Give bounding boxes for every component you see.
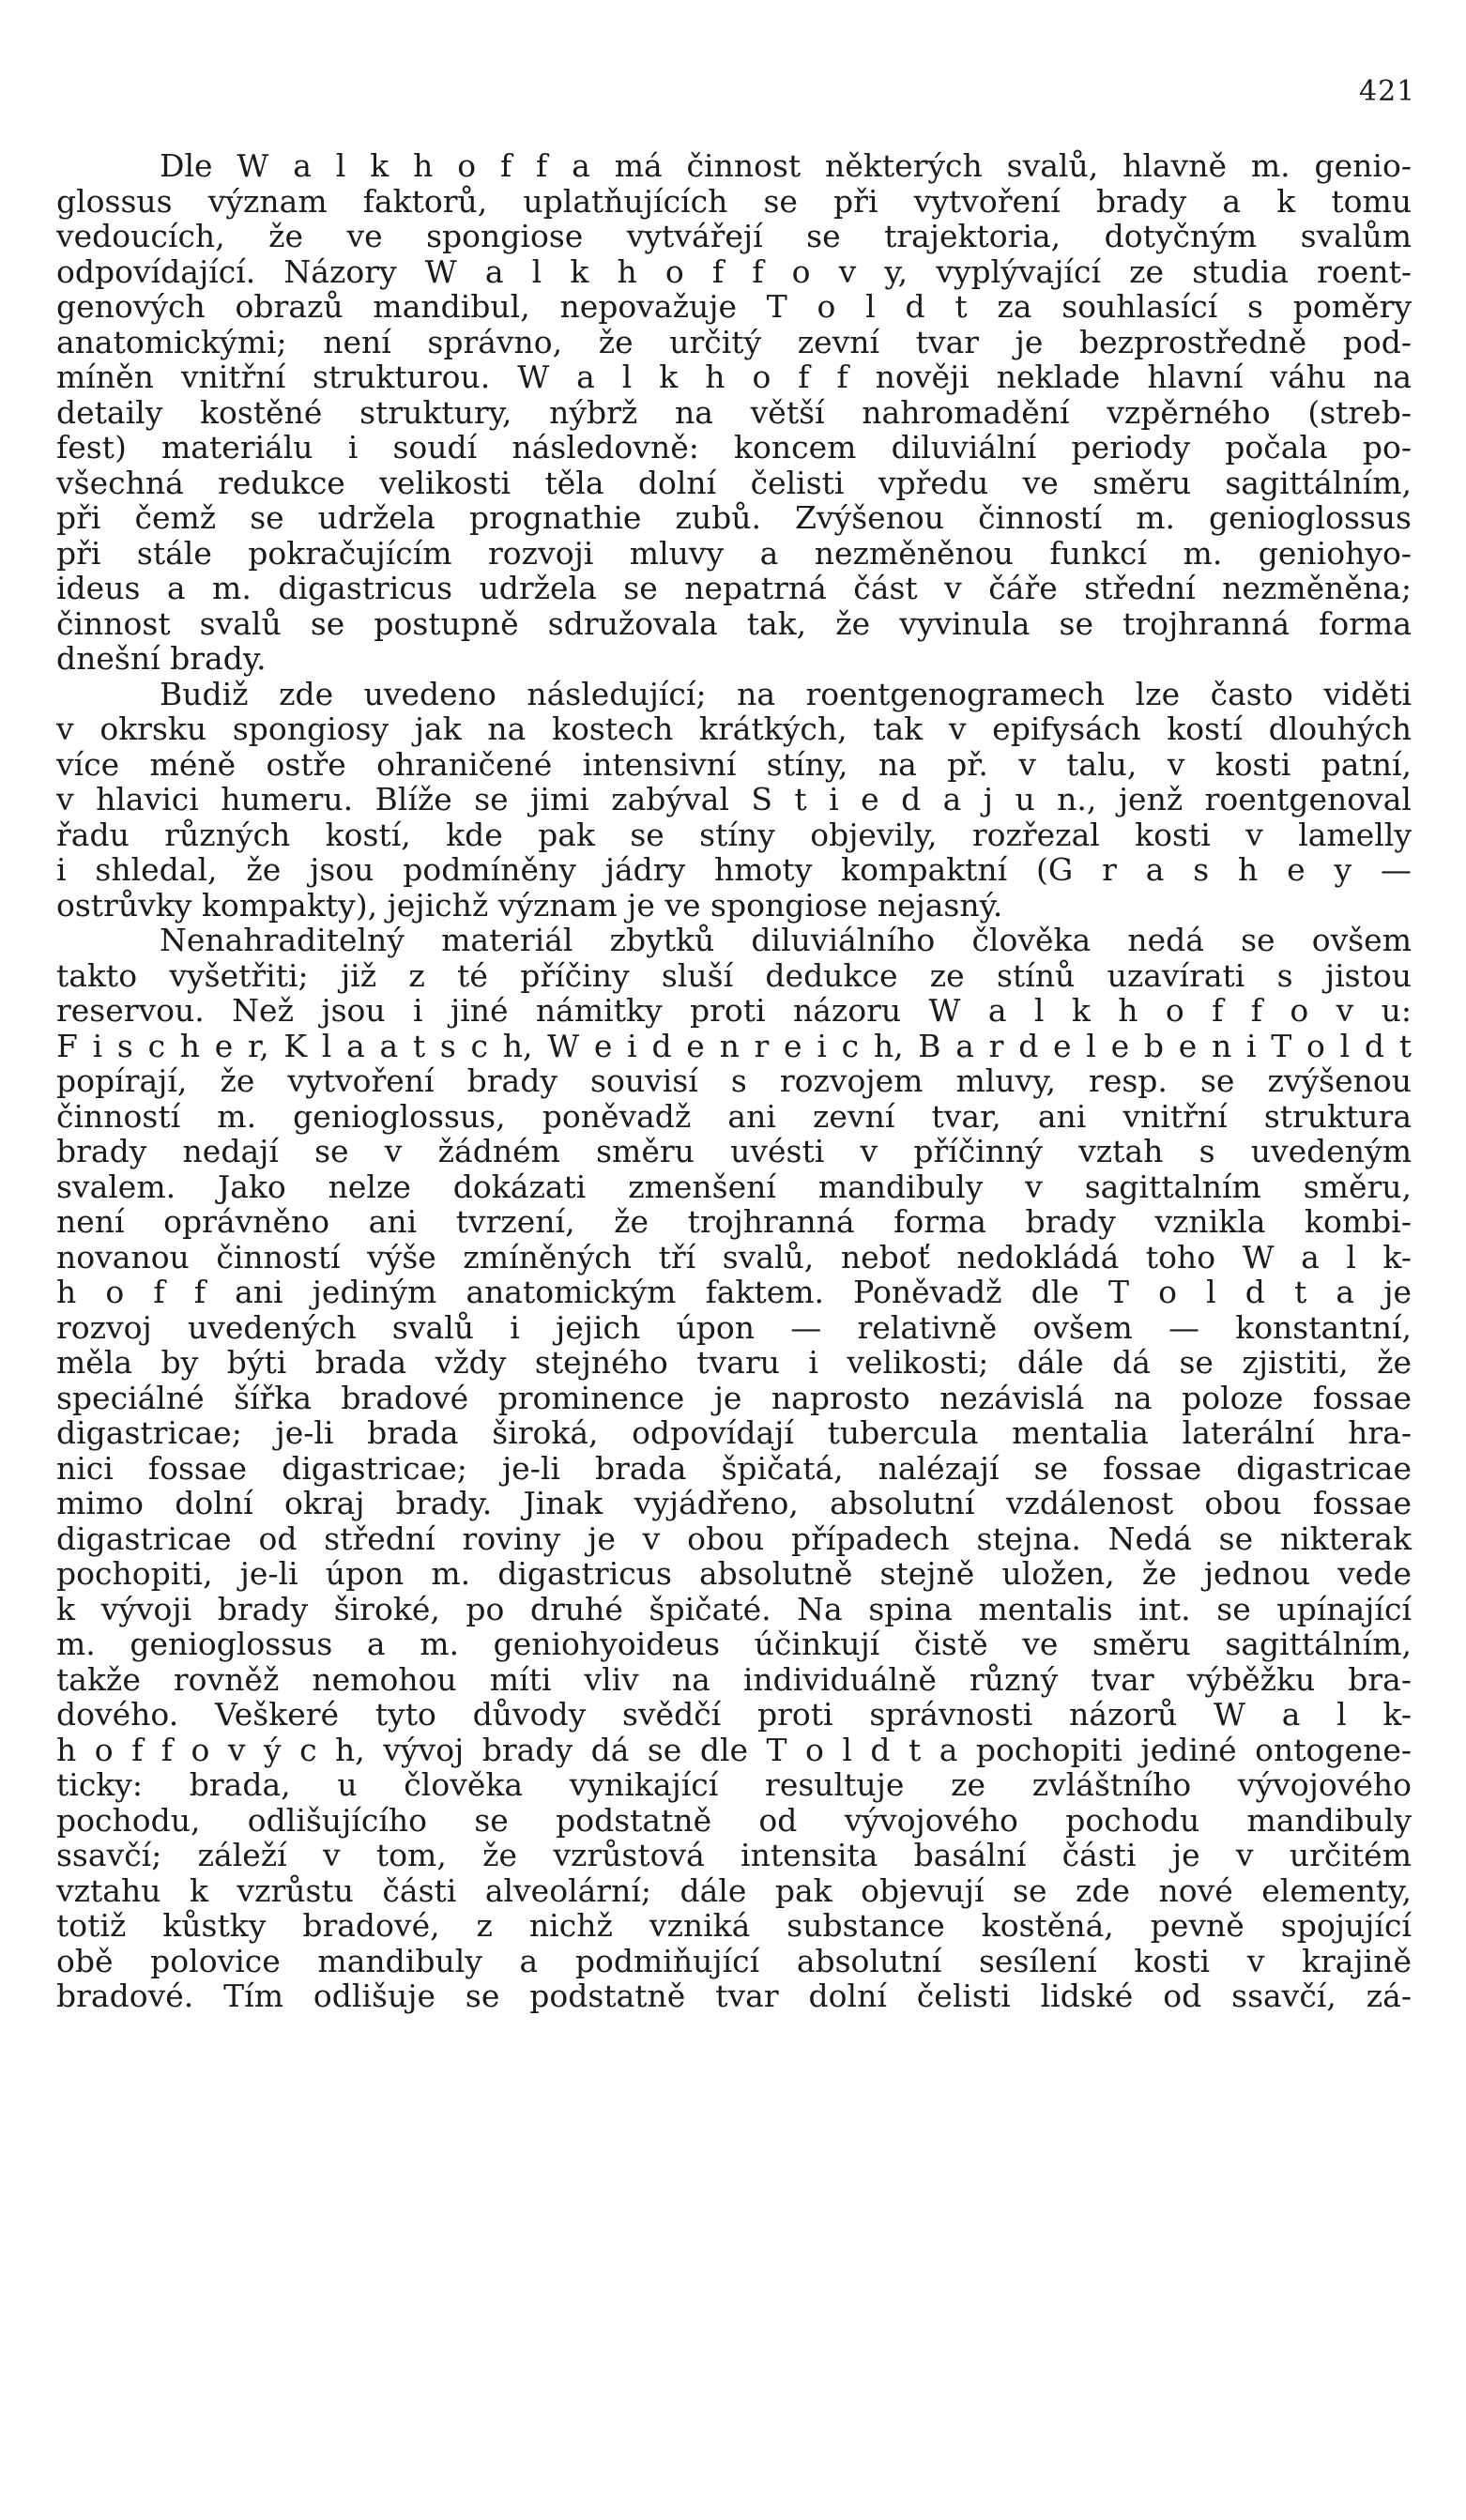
text-line: činností m. genioglossus, poněvadž ani zevní tvar, ani vnitřní struktura — [56, 1097, 1412, 1135]
text-line: Nenahraditelný materiál zbytků diluviálního člověka nedá se ovšem — [160, 922, 1412, 958]
text-line: svalem. Jako nelze dokázati zmenšení mandibuly v sagittalním směru, — [56, 1168, 1412, 1205]
text-line: ssavčí; záleží v tom, že vzrůstová intensita basální části je v určitém — [56, 1837, 1412, 1873]
text-line: ideus a m. digastricus udržela se nepatrná část v čáře střední nezměněna; — [56, 570, 1412, 606]
text-line: genových obrazů mandibul, nepovažuje T o l d t za souhlasící s poměry — [56, 288, 1412, 325]
text-line: digastricae od střední roviny je v obou případech stejna. Nedá se nikterak — [56, 1520, 1412, 1557]
text-line: vztahu k vzrůstu části alveolární; dále pak objevují se zde nové elementy, — [56, 1871, 1412, 1909]
text-line: glossus význam faktorů, uplatňujících se při vytvoření brady a k tomu — [56, 182, 1412, 220]
text-line: Budiž zde uvedeno následující; na roentgenogramech lze často viděti — [160, 675, 1412, 712]
text-line: fest) materiálu i soudí následovně: koncem diluviální periody počala po- — [56, 429, 1412, 466]
text-line: při stále pokračujícím rozvoji mluvy a nezměněnou funkcí m. geniohyo- — [56, 534, 1412, 572]
text-line: míněn vnitřní strukturou. W a l k h o f f nověji neklade hlavní váhu na — [56, 359, 1412, 395]
text-line: Dle W a l k h o f f a má činnost některých svalů, hlavně m. genio- — [160, 147, 1412, 184]
text-line: h o f f o v ý c h, vývoj brady dá se dle T o l d t a pochopiti jediné ontogene- — [56, 1731, 1412, 1768]
text-line: popírají, že vytvoření brady souvisí s rozvojem mluvy, resp. se zvýšenou — [56, 1062, 1412, 1099]
text-line: dnešní brady. — [56, 640, 267, 677]
text-line: ostrůvky kompakty), jejichž význam je ve spongiose nejasný. — [56, 886, 1003, 924]
text-line: k vývoji brady široké, po druhé špičaté. Na spina mentalis int. se upínající — [56, 1590, 1412, 1627]
text-line: m. genioglossus a m. geniohyoideus účinkují čistě ve směru sagittálním, — [56, 1626, 1412, 1662]
text-line: bradové. Tím odlišuje se podstatně tvar dolní čelisti lidské od ssavčí, zá- — [56, 1978, 1412, 2014]
text-line: obě polovice mandibuly a podmiňující absolutní sesílení kosti v krajině — [56, 1942, 1412, 1979]
text-line: není oprávněno ani tvrzení, že trojhranná forma brady vznikla kombi- — [56, 1203, 1412, 1240]
body-text — [56, 148, 1412, 2014]
text-line: speciálné šířka bradové prominence je naprosto nezávislá na poloze fossae — [56, 1379, 1412, 1416]
text-line: odpovídající. Názory W a l k h o f f o v y, vyplývající ze studia roent- — [56, 252, 1412, 290]
text-line: vedoucích, že ve spongiose vytvářejí se trajektoria, dotyčným svalům — [56, 218, 1412, 254]
text-line: všechná redukce velikosti těla dolní čelisti vpředu ve směru sagittálním, — [56, 464, 1412, 501]
text-line: h o f f ani jediným anatomickým faktem. Poněvadž dle T o l d t a je — [56, 1274, 1412, 1310]
text-line: pochodu, odlišujícího se podstatně od vývojového pochodu mandibuly — [56, 1801, 1412, 1839]
text-line: i shledal, že jsou podmíněny jádry hmoty kompaktní (G r a s h e y — — [56, 851, 1412, 888]
text-line: při čemž se udržela prognathie zubů. Zvýšenou činností m. genioglossus — [56, 499, 1412, 536]
text-line: činnost svalů se postupně sdružovala tak, že vyvinula se trojhranná forma — [56, 604, 1412, 642]
text-line: pochopiti, je-li úpon m. digastricus absolutně stejně uložen, že jednou vede — [56, 1555, 1412, 1592]
text-line: takže rovněž nemohou míti vliv na individuálně různý tvar výběžku bra- — [56, 1660, 1412, 1698]
text-line: nici fossae digastricae; je-li brada špičatá, nalézají se fossae digastricae — [56, 1449, 1412, 1487]
text-line: detaily kostěné struktury, nýbrž na větší nahromadění vzpěrného (streb- — [56, 393, 1412, 431]
text-line: digastricae; je-li brada široká, odpovídají tubercula mentalia laterální hra- — [56, 1414, 1412, 1451]
page-number: 421 — [1359, 75, 1416, 108]
text-line: brady nedají se v žádném směru uvésti v příčinný vztah s uvedeným — [56, 1133, 1412, 1169]
text-line: anatomickými; není správno, že určitý zevní tvar je bezprostředně pod- — [56, 323, 1412, 360]
text-line: více méně ostře ohraničené intensivní stíny, na př. v talu, v kosti patní, — [56, 745, 1412, 783]
text-line: novanou činností výše zmíněných tří svalů, neboť nedokládá toho W a l k- — [56, 1238, 1412, 1275]
text-line: dového. Veškeré tyto důvody svědčí proti správnosti názorů W a l k- — [56, 1696, 1412, 1733]
text-line: reservou. Než jsou i jiné námitky proti názoru W a l k h o f f o v u: — [56, 992, 1412, 1029]
text-line: mimo dolní okraj brady. Jinak vyjádřeno, absolutní vzdálenost obou fossae — [56, 1485, 1412, 1521]
text-line: měla by býti brada vždy stejného tvaru i velikosti; dále dá se zjistiti, že — [56, 1344, 1412, 1381]
text-line: řadu různých kostí, kde pak se stíny objevily, rozřezal kosti v lamelly — [56, 816, 1412, 853]
text-line: v okrsku spongiosy jak na kostech krátkých, tak v epifysách kostí dlouhých — [56, 710, 1412, 747]
text-line: v hlavici humeru. Blíže se jimi zabýval S t i e d a j u n., jenž roentgenoval — [56, 781, 1412, 817]
text-line: ticky: brada, u člověka vynikající resultuje ze zvláštního vývojového — [56, 1766, 1412, 1803]
text-line: F i s c h e r, K l a a t s c h, W e i d e n r e i c h, B a r d e l e b e n i T o l d t — [56, 1027, 1412, 1064]
text-line: rozvoj uvedených svalů i jejich úpon — relativně ovšem — konstantní, — [56, 1308, 1412, 1346]
text-line: totiž kůstky bradové, z nichž vzniká substance kostěná, pevně spojující — [56, 1907, 1412, 1944]
text-line: takto vyšetřiti; již z té příčiny sluší dedukce ze stínů uzavírati s jistou — [56, 956, 1412, 994]
